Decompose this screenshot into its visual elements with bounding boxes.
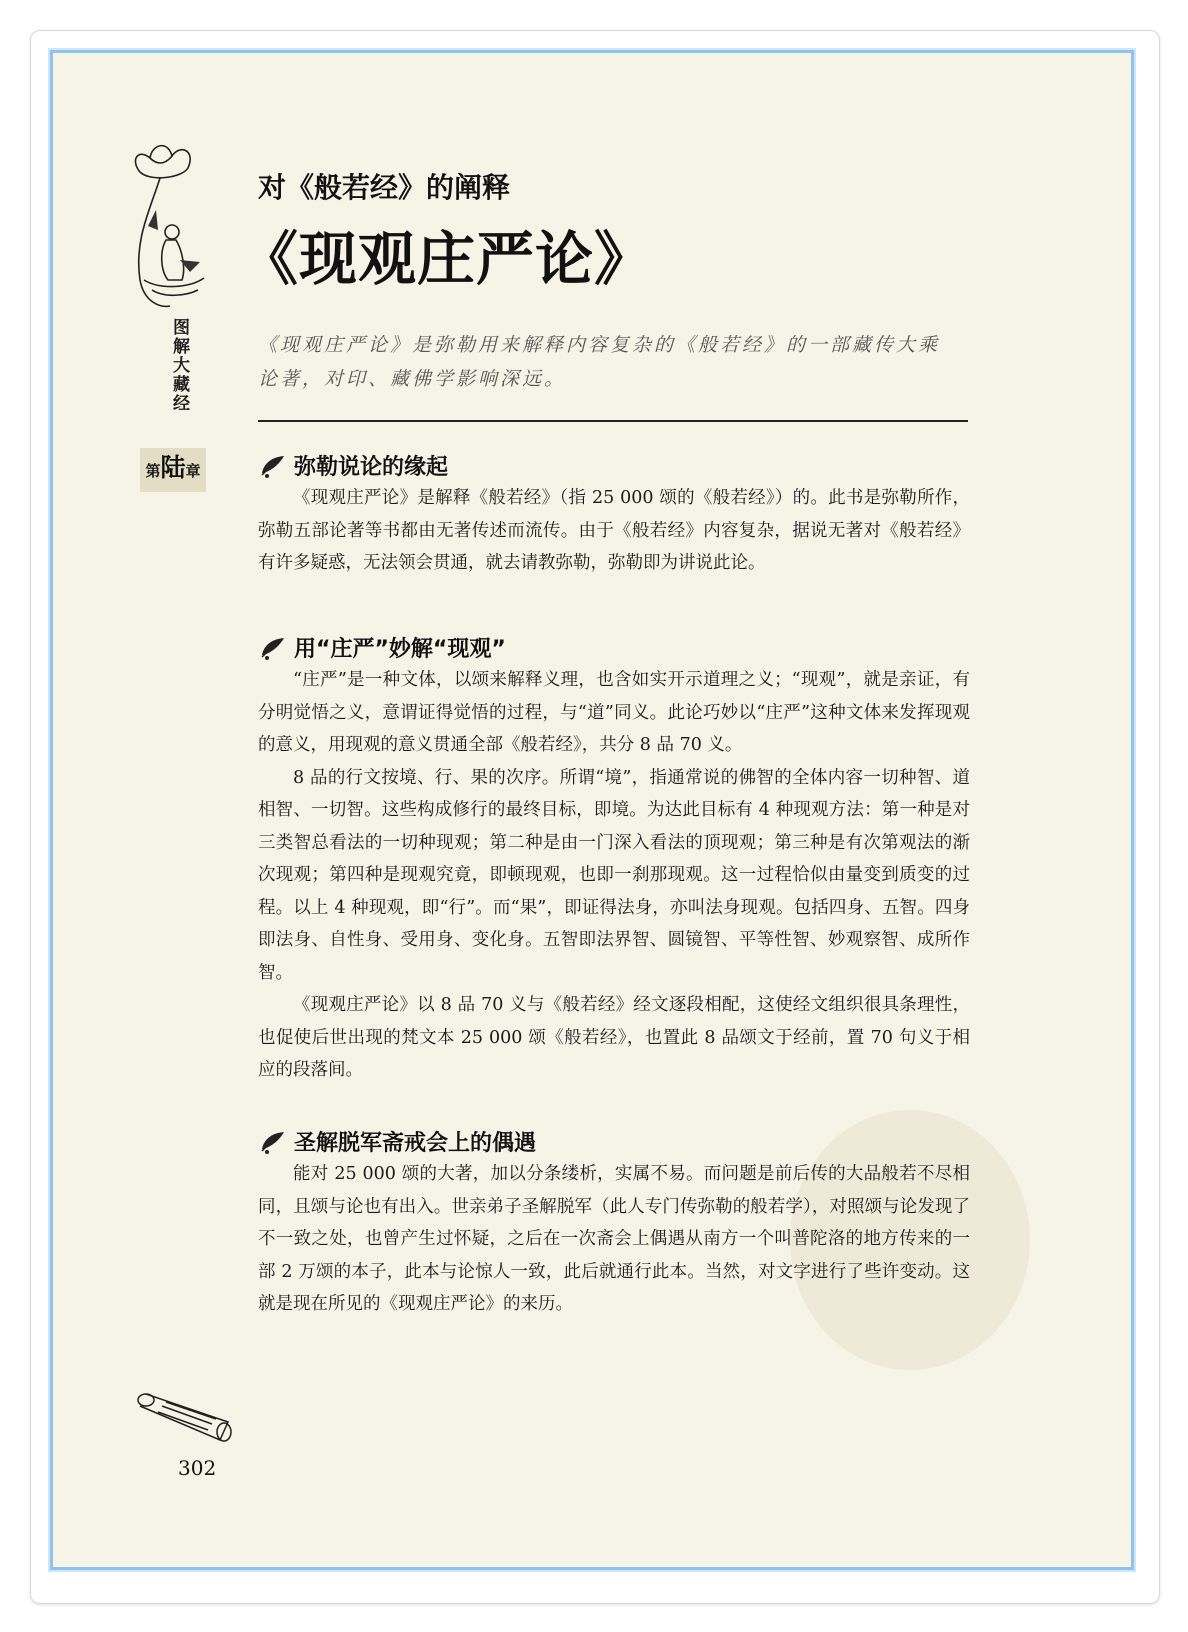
section-body: [258, 482, 970, 580]
page-number: 302: [178, 1456, 217, 1480]
header-divider: [258, 420, 968, 422]
book-title-vertical: 图解大藏经: [169, 318, 189, 413]
paragraph: 能对 25 000 颂的大著，加以分条缕析，实属不易。而问题是前后传的大品般若不尽相同，且颂与论也有出入。世亲弟子圣解脱军（此人专门传弥勒的般若学），对照颂与论发现了不一致之处，也曾产生过怀疑，之后在一次斋会上偶遇从南方一个叫普陀洛的地方传来的一部 2 万颂的本子，此本与论惊人一致，此后就通行此本。当然，对文字进行了些许变动。这就是现在所见的《现观庄严论》的来历。: [258, 1164, 970, 1314]
quill-icon: [258, 635, 286, 661]
chapter-suffix: 章: [185, 462, 201, 480]
scroll-icon: [132, 1388, 242, 1448]
section-title-text: 用“庄严”妙解“现观”: [294, 637, 506, 662]
section-body: [258, 664, 970, 1087]
lotus-figure-icon: [120, 130, 210, 320]
section-title: [258, 632, 506, 663]
page-title: 《现观庄严论》: [240, 225, 654, 293]
chapter-label: [140, 448, 206, 492]
section-title: [258, 450, 448, 481]
quill-icon: [258, 453, 286, 479]
paragraph: 《现观庄严论》以 8 品 70 义与《般若经》经文逐段相配，这使经文组织很具条理性，也促使后世出现的梵文本 25 000 颂《般若经》，也置此 8 品颂文于经前，置 70 句义于相应的段落间。: [258, 995, 970, 1080]
paragraph: 8 品的行文按境、行、果的次序。所谓“境”，指通常说的佛智的全体内容一切种智、道相智、一切智。这些构成修行的最终目标，即境。为达此目标有 4 种现观方法：第一种是对三类智总看法的一切种现观；第二种是由一门深入看法的顶现观；第三种是有次第观法的渐次现观；第四种是现观究竟，即顿现观，也即一刹那现观。这一过程恰似由量变到质变的过程。以上 4 种现观，即“行”。而“果”，即证得法身，亦叫法身现观。包括四身、五智。四身即法身、自性身、受用身、变化身。五智即法界智、圆镜智、平等性智、妙观察智、成所作智。: [258, 767, 970, 983]
quill-icon: [258, 1129, 286, 1155]
section-title: [258, 1126, 536, 1157]
chapter-prefix: 第: [145, 462, 161, 480]
section-body: [258, 1158, 970, 1321]
section-title-text: 圣解脱军斋戒会上的偶遇: [294, 1131, 537, 1156]
chapter-number: 陆: [160, 453, 186, 482]
intro-summary: 《现观庄严论》是弥勒用来解释内容复杂的《般若经》的一部藏传大乘论著，对印、藏佛学影响深远。: [258, 334, 941, 390]
section-title-text: 弥勒说论的缘起: [294, 455, 449, 480]
paragraph: 《现观庄严论》是解释《般若经》（指 25 000 颂的《般若经》）的。此书是弥勒所作，弥勒五部论著等书都由无著传述而流传。由于《般若经》内容复杂，据说无著对《般若经》有许多疑惑，无法领会贯通，就去请教弥勒，弥勒即为讲说此论。: [258, 488, 970, 573]
kicker-heading: 对《般若经》的阐释: [258, 171, 511, 204]
paragraph: “庄严”是一种文体，以颂来解释义理，也含如实开示道理之义；“现观”，就是亲证，有分明觉悟之义，意谓证得觉悟的过程，与“道”同义。此论巧妙以“庄严”这种文体来发挥现观的意义，用现观的意义贯通全部《般若经》，共分 8 品 70 义。: [258, 670, 970, 755]
